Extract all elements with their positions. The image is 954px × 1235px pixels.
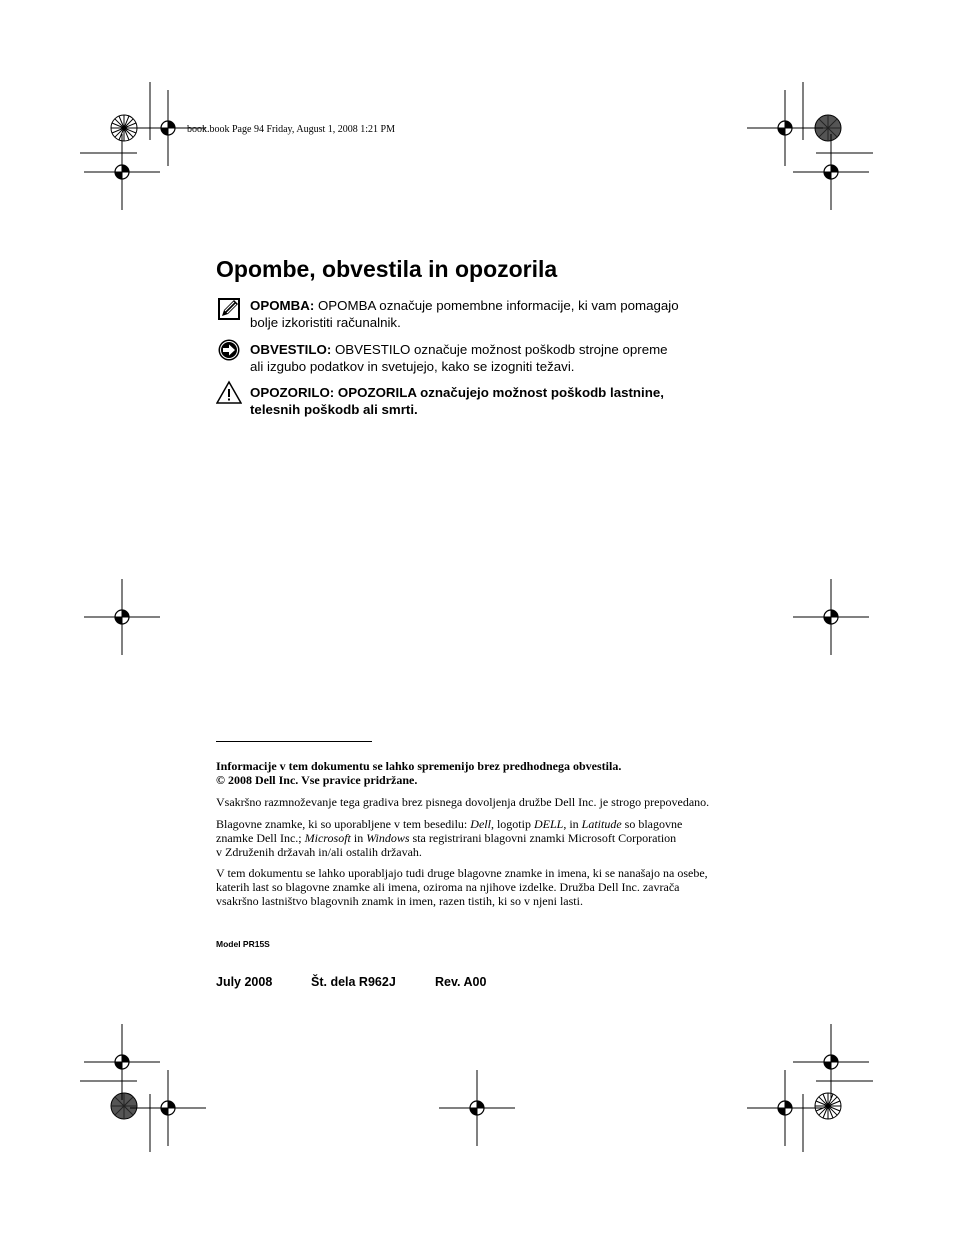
reproduction-text: Vsakršno razmnoževanje tega gradiva brez pisnega dovoljenja družbe Dell Inc. je strogo prepovedano. (216, 795, 710, 809)
crosshair-mark (130, 1070, 206, 1146)
crosshair-mark (793, 579, 869, 655)
book-header-info: book.book Page 94 Friday, August 1, 2008 1:21 PM (187, 124, 395, 135)
crosshair-mark (84, 579, 160, 655)
trademark-text: znamke Dell Inc.; (216, 831, 305, 845)
note-text-line1: OPOMBA označuje pomembne informacije, ki vam pomagajo (317, 298, 679, 313)
warning-text-line1: OPOZORILO: OPOZORILA označujejo možnost poškodb lastnine, (250, 385, 664, 400)
model-number: Model PR15S (216, 939, 270, 949)
trademark-latitude: Latitude (581, 817, 622, 831)
trademark-dell-logo: DELL (533, 817, 564, 831)
footnote-divider (216, 741, 372, 742)
trademark-text: , in (563, 817, 582, 831)
crosshair-mark (747, 90, 823, 166)
warning-block (250, 384, 720, 418)
trademark-text-line3: v Združenih državah in/ali ostalih državah. (216, 845, 422, 859)
other-trademarks-notice (216, 866, 726, 908)
other-marks-line1: V tem dokumentu se lahko uporabljajo tudi druge blagovne znamke in imena, ki se nanašajo na osebe, (216, 866, 708, 880)
note-label: OPOMBA: (250, 298, 315, 313)
legal-header (216, 759, 726, 787)
warning-text-line2: telesnih poškodb ali smrti. (250, 402, 418, 417)
notice-text-line2: ali izgubo podatkov in svetujejo, kako se izogniti težavi. (250, 359, 575, 374)
trademark-text: , logotip (490, 817, 534, 831)
reproduction-notice (216, 795, 726, 809)
warning-triangle-icon (216, 380, 242, 406)
trademark-dell: Dell (470, 817, 491, 831)
note-block (250, 297, 720, 331)
crosshair-mark (84, 1024, 160, 1100)
crosshair-mark (84, 134, 160, 210)
footer-part-number: Št. dela R962J (311, 975, 396, 989)
crosshair-mark (439, 1070, 515, 1146)
info-line: Informacije v tem dokumentu se lahko spremenijo brez predhodnega obvestila. (216, 759, 622, 773)
other-marks-line2: katerih last so blagovne znamke ali imena, oziroma na njihove izdelke. Družba Dell Inc. zavrača (216, 880, 680, 894)
notice-text-line1: OBVESTILO označuje možnost poškodb strojne opreme (334, 342, 668, 357)
page-title: Opombe, obvestila in opozorila (216, 256, 558, 282)
trademark-text: sta registrirani blagovni znamki Microsoft Corporation (409, 831, 677, 845)
notice-block (250, 341, 720, 375)
footer-revision: Rev. A00 (435, 975, 487, 989)
copyright-line: © 2008 Dell Inc. Vse pravice pridržane. (216, 773, 418, 787)
trademark-windows: Windows (366, 831, 410, 845)
crosshair-mark (793, 134, 869, 210)
starburst-mark (815, 1093, 841, 1119)
crosshair-mark (793, 1024, 869, 1100)
footer-date: July 2008 (216, 975, 273, 989)
starburst-mark (111, 1093, 137, 1119)
note-text-line2: bolje izkoristiti računalnik. (250, 315, 401, 330)
pencil-note-icon (216, 296, 242, 322)
trademark-text: Blagovne znamke, ki so uporabljene v tem besedilu: (216, 817, 471, 831)
arrow-circle-icon (216, 337, 242, 363)
trademarks-notice (216, 817, 726, 859)
trademark-text: so blagovne (621, 817, 683, 831)
crosshair-mark (747, 1070, 823, 1146)
other-marks-line3: vsakršno lastništvo blagovnih znamk in imen, razen tistih, ki so v njeni lasti. (216, 894, 583, 908)
trademark-text: in (350, 831, 367, 845)
trademark-microsoft: Microsoft (304, 831, 351, 845)
notice-label: OBVESTILO: (250, 342, 332, 357)
